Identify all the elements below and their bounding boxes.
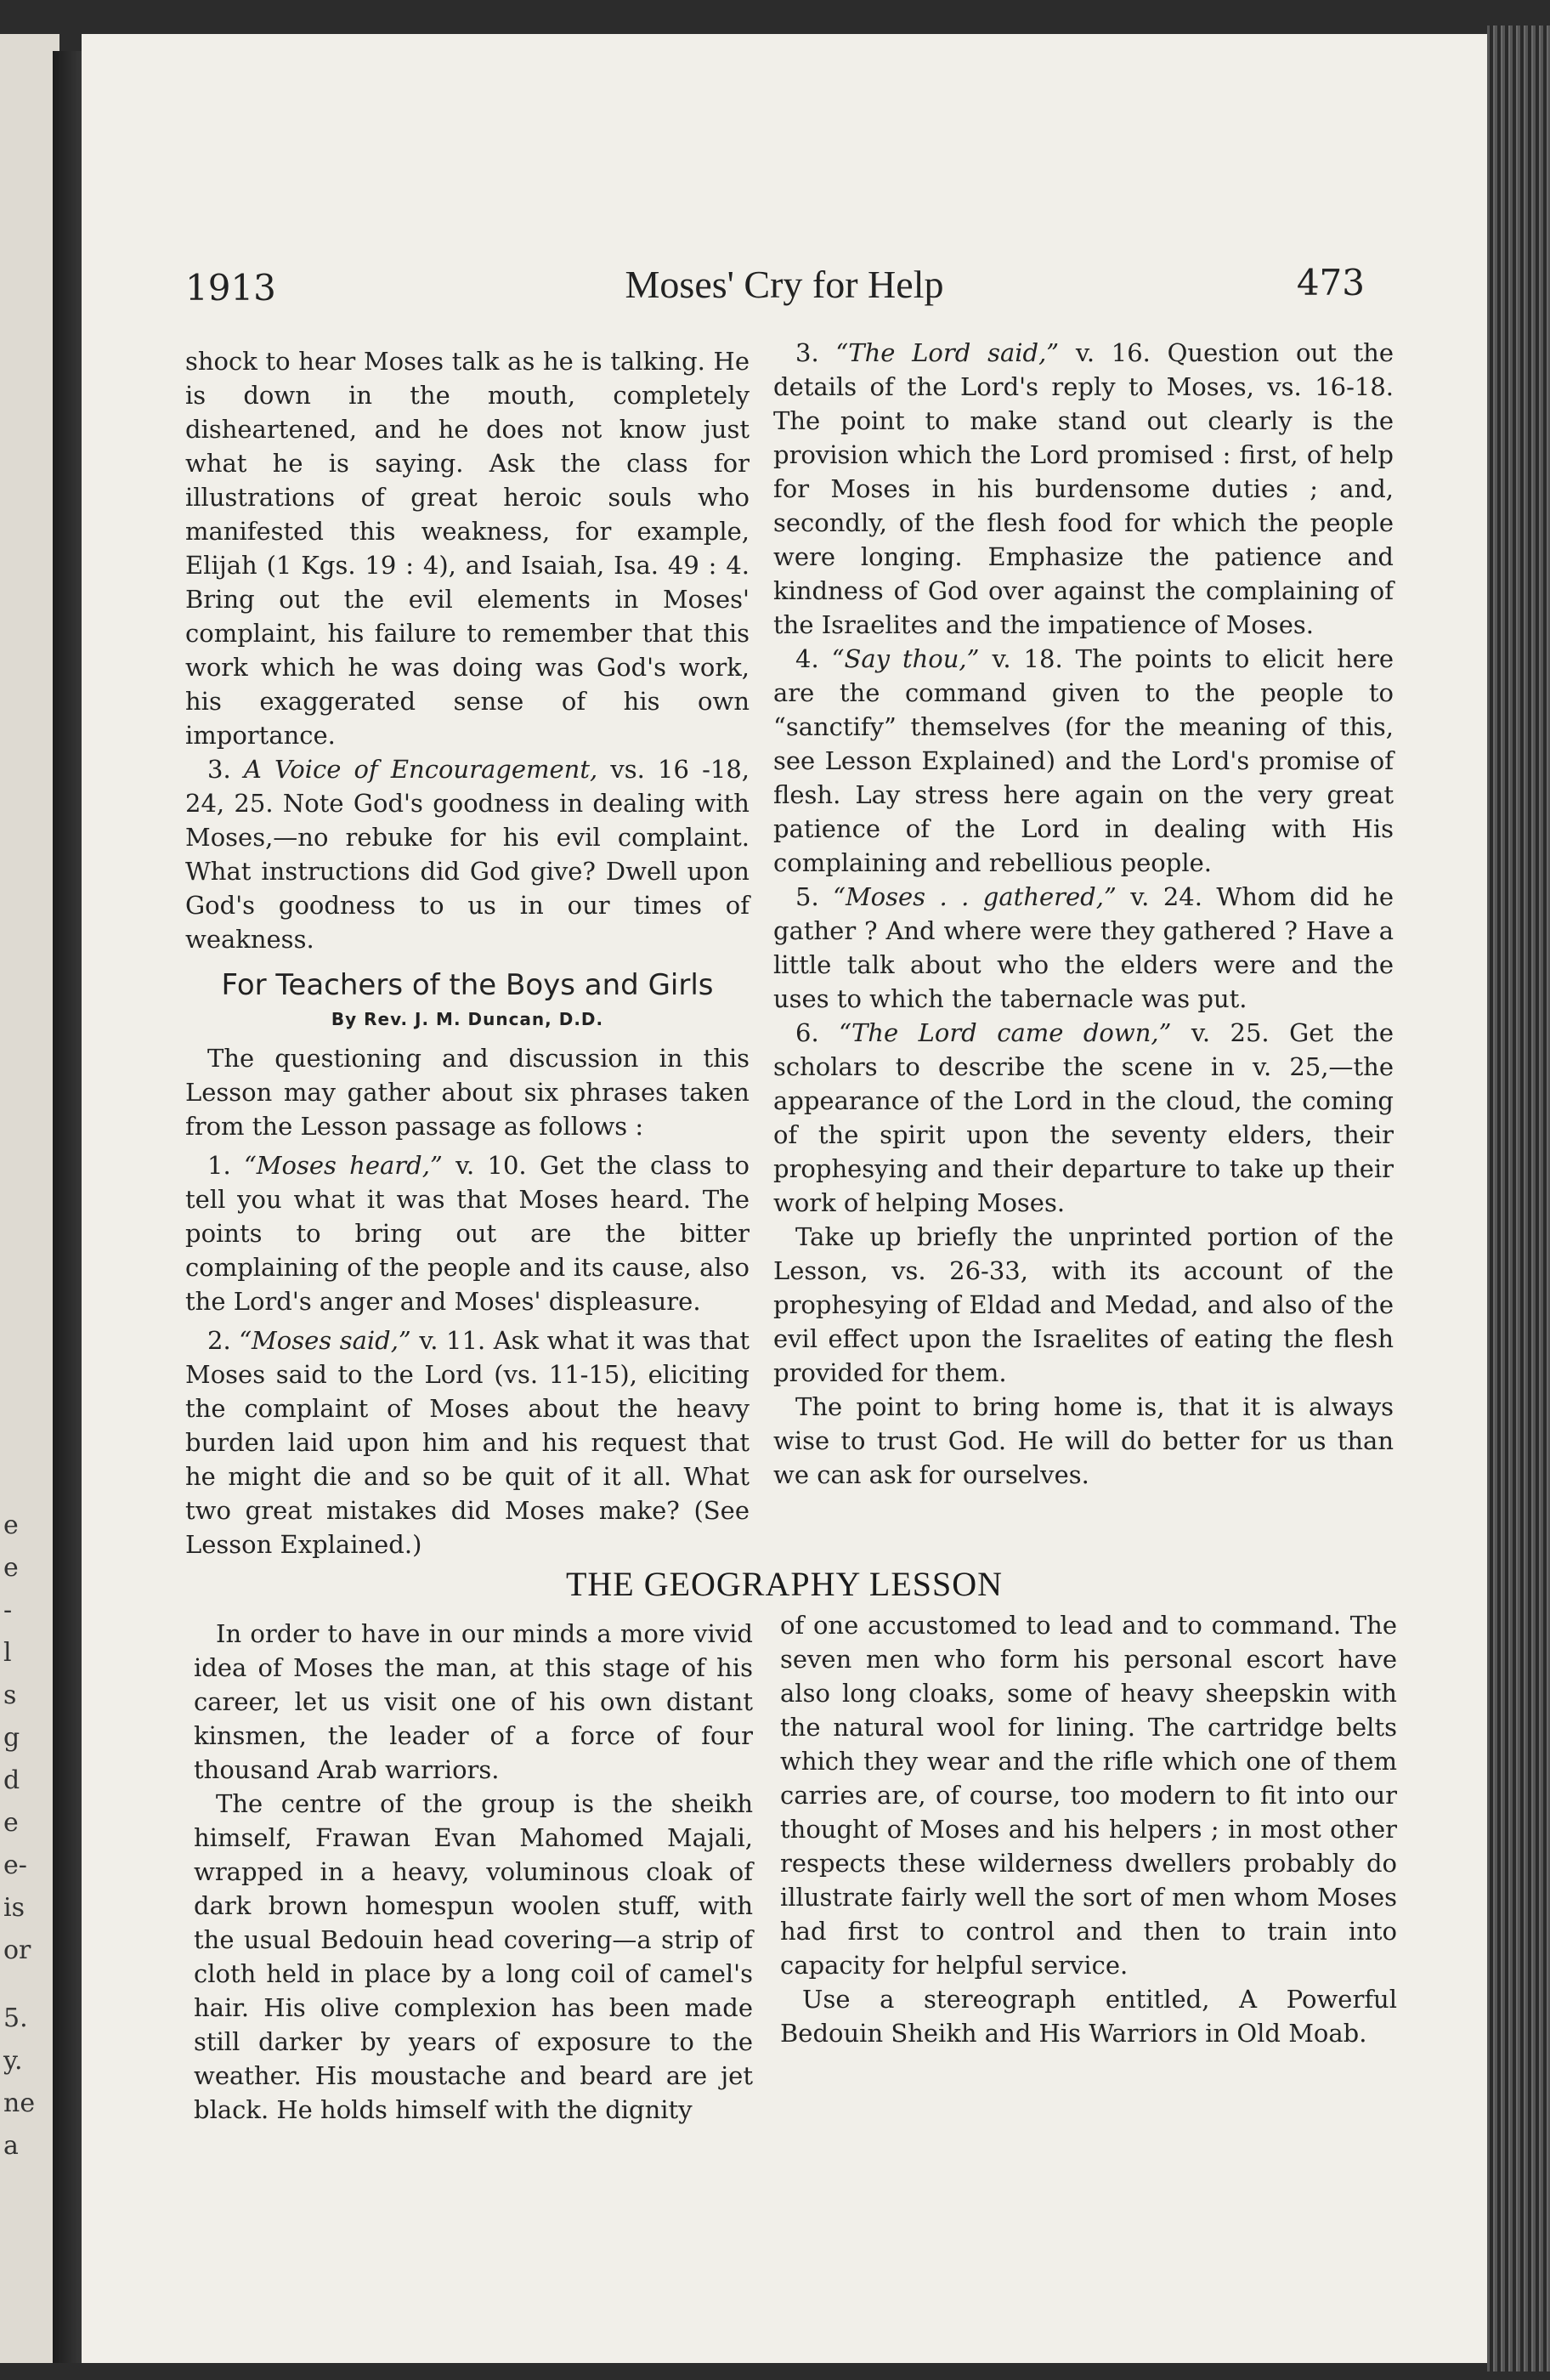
fragment: - bbox=[3, 1595, 13, 1625]
fragment: l bbox=[3, 1638, 12, 1668]
geography-lesson-heading: THE GEOGRAPHY LESSON bbox=[565, 1565, 1004, 1603]
paragraph: 4. “Say thou,” v. 18. The points to elicit here are the command given to the people to “sanctify” themselves (for the meaning of this, see Lesson Explained) and the Lord's promise of flesh. Lay stress here again on the very great patience of the Lord in dealing with His complaining and rebellious people. bbox=[773, 644, 1394, 877]
paragraph: Take up briefly the unprinted portion of the Lesson, vs. 26-33, with its account of the prophesying of Eldad and Medad, and also of the evil effect upon the Israelites of eating the flesh provided for them. bbox=[773, 1222, 1394, 1387]
paragraph: 3. A Voice of Encouragement, vs. 16 -18, 24, 25. Note God's goodness in dealing with Moses,—no rebuke for his evil complaint. What instructions did God give? Dwell upon God's goodness to us in our times of weakness. bbox=[185, 755, 750, 954]
page-title: Moses' Cry for Help bbox=[625, 263, 944, 306]
fragment: d bbox=[3, 1765, 20, 1795]
fragment: 5. bbox=[3, 2003, 28, 2033]
paragraph: 5. “Moses . . gathered,” v. 24. Whom did he gather ? And where were they gathered ? Have a little talk about who the elders were and the uses to which the tabernacle was put. bbox=[773, 882, 1394, 1013]
right-column bbox=[773, 336, 1394, 1492]
left-column bbox=[185, 344, 750, 1561]
adjacent-page-edge bbox=[0, 34, 59, 2363]
book-page bbox=[82, 34, 1487, 2363]
byline: By Rev. J. M. Duncan, D.D. bbox=[331, 1009, 604, 1029]
fragment: e bbox=[3, 1510, 19, 1540]
page-number: 473 bbox=[1296, 262, 1365, 303]
paragraph: 3. “The Lord said,” v. 16. Question out the details of the Lord's reply to Moses, vs. 16-18. The point to make stand out clearly is the provision which the Lord promised : first, of help for Moses in his burdensome duties ; and, secondly, of the flesh food for which the people were longing. Emphasize the patience and kindness of God over against the complaining of the Israelites and the impatience of Moses. bbox=[773, 338, 1394, 639]
fragment: y. bbox=[3, 2046, 23, 2076]
paragraph: The point to bring home is, that it is always wise to trust God. He will do better for us than we can ask for ourselves. bbox=[773, 1392, 1394, 1489]
paragraph: 6. “The Lord came down,” v. 25. Get the scholars to describe the scene in v. 25,—the appearance of the Lord in the cloud, the coming of the spirit upon the seventy elders, their prophesying and their departure to take up their work of helping Moses. bbox=[773, 1018, 1394, 1217]
paragraph: of one accustomed to lead and to command. The seven men who form his personal escort have also long cloaks, some of heavy sheepskin with the natural wool for lining. The cartridge belts which they wear and the rifle which one of them carries are, of course, too modern to fit into our thought of Moses and his helpers ; in most other respects these wilderness dwellers probably do illustrate fairly well the sort of men whom Moses had first to control and then to train into capacity for helpful service. bbox=[780, 1611, 1397, 1980]
fragment: ne bbox=[3, 2088, 36, 2118]
fragment: e bbox=[3, 1808, 19, 1838]
geography-left-column bbox=[194, 1617, 753, 2127]
header-year: 1913 bbox=[185, 267, 276, 309]
paragraph: The questioning and discussion in this Lesson may gather about six phrases taken from the Lesson passage as follows : bbox=[185, 1044, 750, 1141]
fragment: is bbox=[3, 1893, 25, 1923]
fragment: e- bbox=[3, 1850, 27, 1880]
running-header bbox=[82, 262, 1487, 321]
fragment: or bbox=[3, 1935, 31, 1965]
paragraph: shock to hear Moses talk as he is talking. He is down in the mouth, completely disheartened, and he does not know just what he is saying. Ask the class for illustrations of great heroic souls who manifested this weakness, for example, Elijah (1 Kgs. 19 : 4), and Isaiah, Isa. 49 : 4. Bring out the evil elements in Moses' complaint, his failure to remember that this work which he was doing was God's work, his exaggerated sense of his own importance. bbox=[185, 347, 750, 750]
geography-right-column bbox=[780, 1608, 1397, 2050]
fragment: a bbox=[3, 2131, 19, 2161]
fragment: e bbox=[3, 1553, 19, 1583]
fragment: g bbox=[3, 1723, 20, 1753]
paragraph: In order to have in our minds a more vivid idea of Moses the man, at this stage of his career, let us visit one of his own distant kinsmen, the leader of a force of four thousand Arab warriors. bbox=[194, 1619, 753, 1784]
page-stack-edge bbox=[1487, 26, 1550, 2372]
section-heading: For Teachers of the Boys and Girls bbox=[221, 968, 714, 1002]
paragraph: 2. “Moses said,” v. 11. Ask what it was that Moses said to the Lord (vs. 11-15), eliciting the complaint of Moses about the heavy burden laid upon him and his request that he might die and so be quit of it all. What two great mistakes did Moses make? (See Lesson Explained.) bbox=[185, 1326, 750, 1559]
fragment: s bbox=[3, 1680, 17, 1710]
paragraph: The centre of the group is the sheikh himself, Frawan Evan Mahomed Majali, wrapped in a heavy, voluminous cloak of dark brown homespun woolen stuff, with the usual Bedouin head covering—a strip of cloth held in place by a long coil of camel's hair. His olive complexion has been made still darker by years of exposure to the weather. His moustache and beard are jet black. He holds himself with the dignity bbox=[194, 1789, 753, 2124]
paragraph: 1. “Moses heard,” v. 10. Get the class to tell you what it was that Moses heard. The points to bring out are the bitter complaining of the people and its cause, also the Lord's anger and Moses' displeasure. bbox=[185, 1151, 750, 1316]
paragraph: Use a stereograph entitled, A Powerful Bedouin Sheikh and His Warriors in Old Moab. bbox=[780, 1985, 1397, 2048]
